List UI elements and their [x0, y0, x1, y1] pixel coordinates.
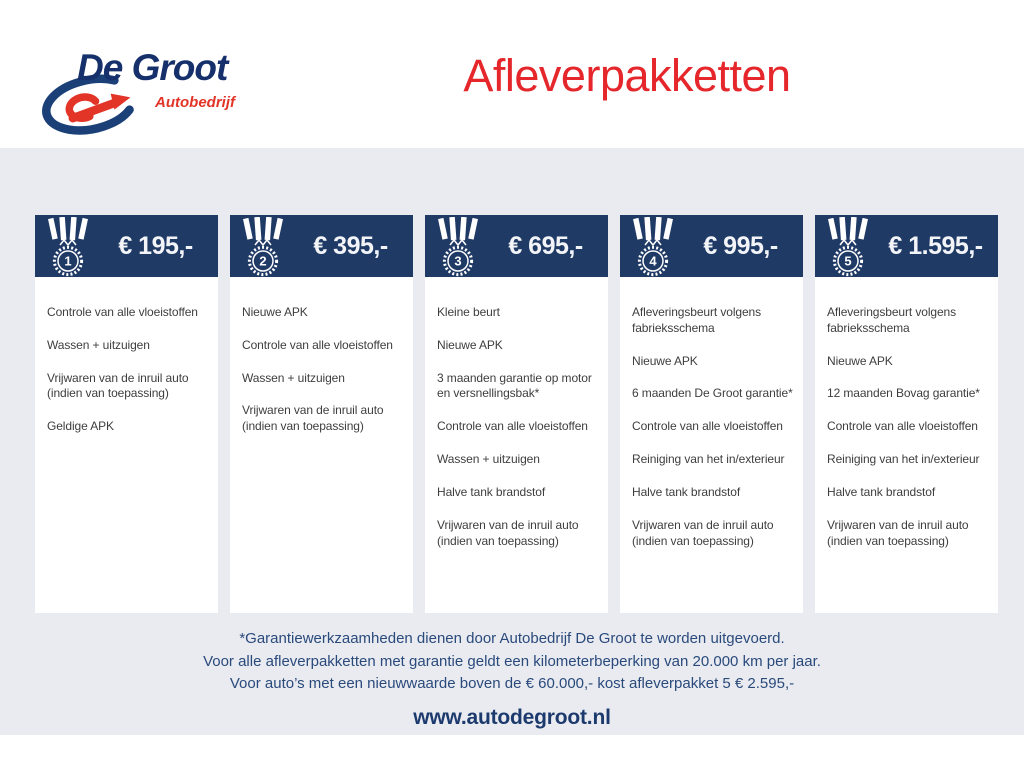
footnote-line: *Garantiewerkzaamheden dienen door Autobedrijf De Groot te worden uitgevoerd. — [239, 630, 785, 647]
feature-item: Wassen + uitzuigen — [437, 452, 540, 467]
feature-item: Wassen + uitzuigen — [47, 337, 150, 352]
package-price-header — [425, 215, 608, 277]
package-feature-list — [35, 277, 218, 435]
feature-item: Nieuwe APK — [827, 353, 893, 368]
package-card-2 — [230, 215, 413, 613]
feature-item: Halve tank brandstof — [827, 484, 936, 499]
package-card-3 — [425, 215, 608, 613]
feature-item: Controle van alle vloeistoffen — [47, 305, 198, 319]
package-feature-list — [620, 277, 803, 549]
package-price-header — [815, 215, 998, 277]
package-price: € 195,- — [118, 231, 193, 260]
feature-item: Nieuwe APK — [632, 353, 698, 368]
package-price: € 995,- — [703, 231, 778, 260]
feature-item: Vrijwaren van de inruil auto (indien van toepassing) — [242, 403, 384, 434]
feature-item: Vrijwaren van de inruil auto (indien van toepassing) — [47, 370, 189, 401]
feature-item: Wassen + uitzuigen — [242, 370, 345, 385]
medal-4-icon — [629, 217, 679, 277]
svg-text:2: 2 — [259, 253, 267, 269]
feature-item: 3 maanden garantie op motor en versnellingsbak* — [437, 370, 592, 401]
package-price: € 695,- — [508, 231, 583, 260]
company-logo — [35, 45, 250, 143]
package-price-header — [620, 215, 803, 277]
feature-item: 12 maanden Bovag garantie* — [827, 386, 980, 401]
package-feature-list — [815, 277, 998, 549]
footnote-line: Voor alle afleverpakketten met garantie geldt een kilometerbeperking van 20.000 km per jaar. — [203, 652, 821, 670]
feature-item: Vrijwaren van de inruil auto (indien van toepassing) — [437, 517, 579, 548]
website-link[interactable]: www.autodegroot.nl — [413, 706, 611, 729]
svg-text:4: 4 — [649, 253, 657, 269]
feature-item: Vrijwaren van de inruil auto (indien van toepassing) — [827, 517, 969, 548]
feature-item: Afleveringsbeurt volgens fabrieksschema — [632, 305, 762, 335]
medal-3-icon — [434, 217, 484, 277]
feature-item: Controle van alle vloeistoffen — [437, 419, 588, 434]
feature-item: Kleine beurt — [437, 305, 500, 319]
package-card-4 — [620, 215, 803, 613]
package-price-header — [230, 215, 413, 277]
feature-item: Geldige APK — [47, 419, 114, 434]
package-card-5 — [815, 215, 998, 613]
package-columns — [35, 215, 998, 613]
package-card-1 — [35, 215, 218, 613]
package-price: € 1.595,- — [888, 231, 983, 260]
feature-item: Vrijwaren van de inruil auto (indien van toepassing) — [632, 517, 774, 548]
feature-item: Halve tank brandstof — [437, 484, 546, 499]
package-feature-list — [425, 277, 608, 549]
package-feature-list — [230, 277, 413, 435]
feature-item: Nieuwe APK — [437, 337, 503, 352]
svg-text:3: 3 — [454, 253, 462, 269]
svg-text:5: 5 — [844, 253, 852, 269]
package-price: € 395,- — [313, 231, 388, 260]
package-price-header — [35, 215, 218, 277]
medal-2-icon — [239, 217, 289, 277]
feature-item: Nieuwe APK — [242, 305, 308, 319]
feature-item: 6 maanden De Groot garantie* — [632, 386, 793, 401]
footnote-line: Voor auto’s met een nieuwwaarde boven de € 60.000,- kost afleverpakket 5 € 2.595,- — [229, 675, 795, 692]
feature-item: Reiniging van het in/exterieur — [632, 452, 785, 467]
feature-item: Controle van alle vloeistoffen — [827, 419, 978, 434]
guarantee-footnotes — [0, 628, 1024, 696]
page-title: Afleverpakketten — [463, 50, 791, 101]
logo-company-name: De Groot — [77, 47, 228, 88]
feature-item: Controle van alle vloeistoffen — [632, 419, 783, 434]
logo-tagline: Autobedrijf — [155, 94, 235, 111]
feature-item: Halve tank brandstof — [632, 484, 741, 499]
svg-text:1: 1 — [64, 253, 72, 269]
medal-5-icon — [824, 217, 874, 277]
medal-1-icon — [44, 217, 94, 277]
feature-item: Controle van alle vloeistoffen — [242, 337, 393, 352]
feature-item: Afleveringsbeurt volgens fabrieksschema — [827, 305, 957, 335]
feature-item: Reiniging van het in/exterieur — [827, 452, 980, 467]
